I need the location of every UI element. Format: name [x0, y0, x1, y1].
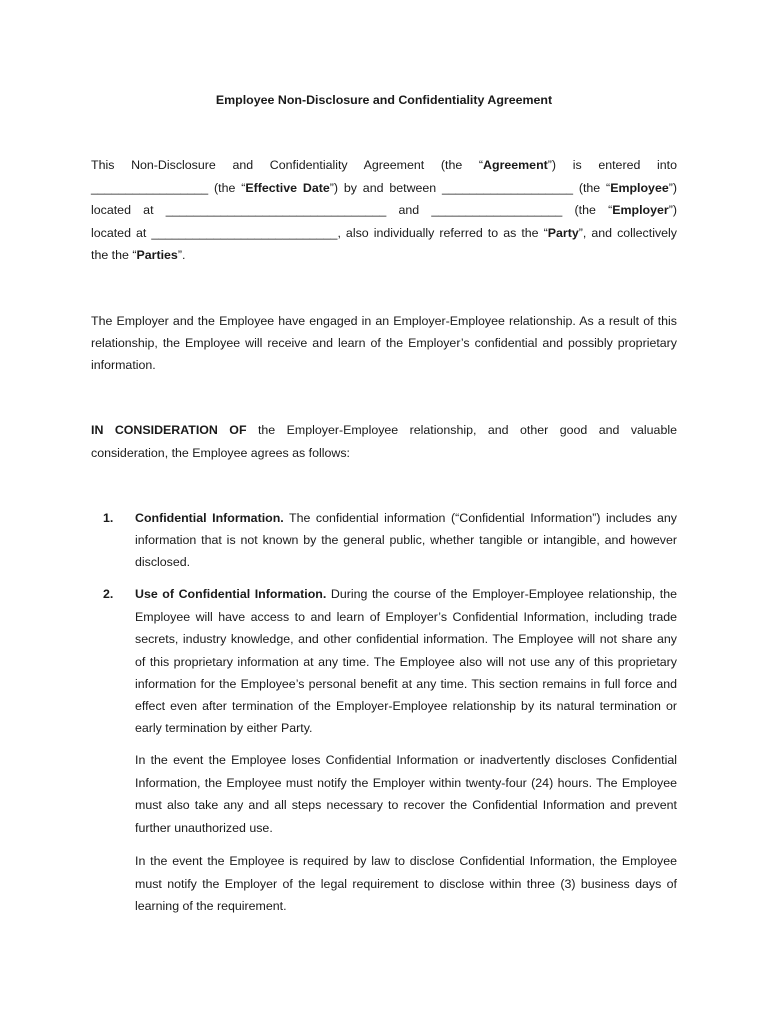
document-title: Employee Non-Disclosure and Confidentiality Agreement [215, 93, 553, 107]
section-2-line-5: information for the Employee’s personal benefit at any time. This section remains in full force and [135, 677, 677, 691]
section-1-line-3: disclosed. [135, 555, 191, 569]
section-2-p2-line-3: must also take any and all steps necessary to recover the Confidential Information and prevent [135, 798, 677, 812]
para2-line-3: information. [91, 358, 156, 372]
section-2-line-1: Use of Confidential Information. During the course of the Employer-Employee relationship, the [135, 587, 677, 601]
consideration-line-2: consideration, the Employee agrees as follows: [91, 446, 350, 460]
para2-line-1: The Employer and the Employee have engaged in an Employer-Employee relationship. As a result of this [91, 314, 677, 328]
section-2-line-6: effect even after termination of the Employer-Employee relationship by its natural termination or [135, 699, 677, 713]
section-1-line-1: Confidential Information. The confidential information (“Confidential Information”) includes any [135, 511, 677, 525]
section-2-p2-line-4: further unauthorized use. [135, 821, 273, 835]
consideration-line-1: IN CONSIDERATION OF the Employer-Employee relationship, and other good and valuable [91, 423, 677, 437]
section-2-line-3: secrets, industry knowledge, and other confidential information. The Employee will not share any [135, 632, 677, 646]
intro-line-3: located at ________________________________ and ___________________ (the “Employer”) [91, 203, 677, 217]
intro-line-5: the the “Parties”. [91, 248, 186, 262]
section-2-p3-line-3: learning of the requirement. [135, 899, 287, 913]
section-2-p3-line-1: In the event the Employee is required by law to disclose Confidential Information, the Employee [135, 854, 677, 868]
para2-line-2: relationship, the Employee will receive and learn of the Employer’s confidential and possibly proprietary [91, 336, 677, 350]
section-2-line-7: early termination by either Party. [135, 721, 313, 735]
section-2-p3-line-2: must notify the Employer of the legal requirement to disclose within three (3) business days of [135, 877, 677, 891]
section-2-p2-line-2: Information, the Employee must notify the Employer within twenty-four (24) hours. The Employee [135, 776, 677, 790]
section-2-line-4: of this proprietary information at any time. The Employee also will not use any of this proprietary [135, 655, 677, 669]
intro-line-1: This Non-Disclosure and Confidentiality Agreement (the “Agreement”) is entered into [91, 158, 677, 172]
section-2-p2-line-1: In the event the Employee loses Confidential Information or inadvertently discloses Confidential [135, 753, 677, 767]
intro-line-2: _________________ (the “Effective Date”) by and between ___________________ (the “Employee”) [91, 181, 677, 195]
section-2-number: 2. [103, 587, 114, 601]
section-1-number: 1. [103, 511, 114, 525]
section-2-line-2: Employee will have access to and learn of Employer’s Confidential Information, including trade [135, 610, 677, 624]
intro-line-4: located at ___________________________, also individually referred to as the “Party”, and collectively [91, 226, 677, 240]
section-1-line-2: information that is not known by the general public, whether tangible or intangible, and however [135, 533, 677, 547]
